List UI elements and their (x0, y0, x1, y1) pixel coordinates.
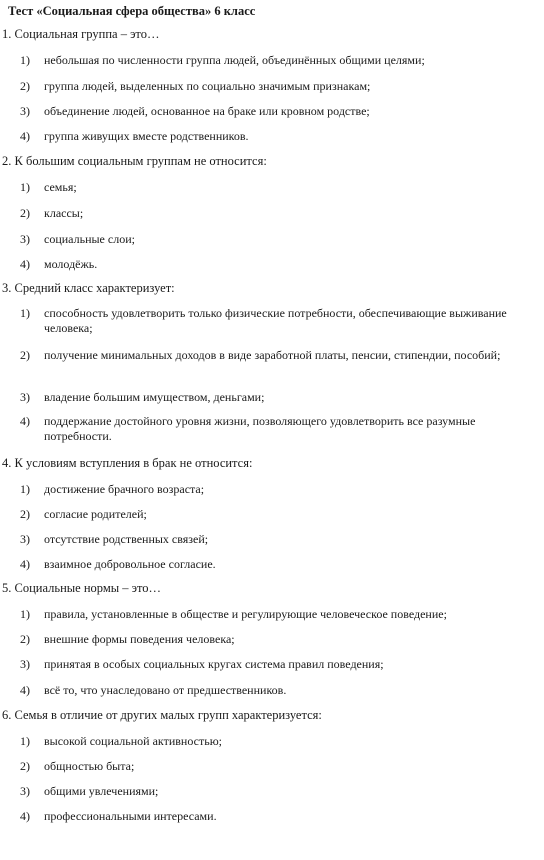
option-number: 1) (20, 53, 30, 67)
question-4-option-1 (20, 482, 540, 497)
question-6-option-2 (20, 759, 540, 774)
option-number: 2) (20, 507, 30, 521)
question-6-option-3 (20, 784, 540, 799)
question-3: 3. Средний класс характеризует: (2, 281, 175, 295)
option-text: получение минимальных доходов в виде заработной платы, пенсии, стипендии, пособий; (44, 348, 501, 362)
option-text: взаимное добровольное согласие. (44, 557, 216, 571)
option-text: молодёжь. (44, 257, 98, 271)
option-number: 4) (20, 683, 30, 697)
option-text: всё то, что унаследовано от предшественников. (44, 683, 287, 697)
question-1-option-4 (20, 129, 540, 144)
question-2-option-1 (20, 180, 540, 195)
option-number: 2) (20, 348, 30, 362)
option-number: 4) (20, 557, 30, 571)
question-1: 1. Социальная группа – это… (2, 27, 160, 41)
question-2-option-2 (20, 206, 540, 221)
option-number: 4) (20, 257, 30, 271)
question-3-option-2 (20, 348, 540, 363)
question-5-option-3 (20, 657, 540, 672)
option-number: 2) (20, 632, 30, 646)
option-text: объединение людей, основанное на браке или кровном родстве; (44, 104, 370, 118)
option-text: принятая в особых социальных кругах система правил поведения; (44, 657, 384, 671)
option-number: 4) (20, 129, 30, 143)
option-number: 4) (20, 414, 30, 428)
option-text: согласие родителей; (44, 507, 147, 521)
option-text: группа живущих вместе родственников. (44, 129, 249, 143)
option-text: достижение брачного возраста; (44, 482, 205, 496)
question-4-option-2 (20, 507, 540, 522)
question-5: 5. Социальные нормы – это… (2, 581, 162, 595)
option-number: 2) (20, 79, 30, 93)
question-2-option-4 (20, 257, 540, 272)
question-1-option-3 (20, 104, 540, 119)
option-text: семья; (44, 180, 77, 194)
option-text: правила, установленные в обществе и регулирующие человеческое поведение; (44, 607, 447, 621)
question-1-option-1 (20, 53, 540, 68)
question-4-option-4 (20, 557, 540, 572)
option-text: отсутствие родственных связей; (44, 532, 209, 546)
question-3-option-4 (20, 414, 540, 444)
option-number: 1) (20, 180, 30, 194)
option-text: общими увлечениями; (44, 784, 159, 798)
option-text: поддержание достойного уровня жизни, позволяющего удовлетворить все разумные потребности. (44, 414, 476, 443)
question-2-option-3 (20, 232, 540, 247)
option-text: внешние формы поведения человека; (44, 632, 235, 646)
option-number: 3) (20, 104, 30, 118)
question-5-option-4 (20, 683, 540, 698)
option-number: 2) (20, 759, 30, 773)
option-text: группа людей, выделенных по социально значимым признакам; (44, 79, 371, 93)
question-6: 6. Семья в отличие от других малых групп характеризуется: (2, 708, 322, 722)
question-2: 2. К большим социальным группам не относится: (2, 154, 267, 168)
option-number: 1) (20, 482, 30, 496)
question-3-option-1 (20, 306, 540, 336)
question-6-option-4 (20, 809, 540, 824)
question-3-option-3 (20, 390, 540, 405)
option-text: профессиональными интересами. (44, 809, 217, 823)
question-5-option-1 (20, 607, 540, 622)
option-number: 3) (20, 784, 30, 798)
option-number: 3) (20, 532, 30, 546)
option-number: 3) (20, 232, 30, 246)
option-number: 1) (20, 607, 30, 621)
option-text: владение большим имуществом, деньгами; (44, 390, 265, 404)
document-title: Тест «Социальная сфера общества» 6 класс (8, 4, 256, 18)
option-text: общностью быта; (44, 759, 135, 773)
question-4: 4. К условиям вступления в брак не относится: (2, 456, 253, 470)
option-text: способность удовлетворить только физические потребности, обеспечивающие выживание человека; (44, 306, 507, 335)
option-number: 3) (20, 390, 30, 404)
question-6-option-1 (20, 734, 540, 749)
option-text: небольшая по численности группа людей, объединённых общими целями; (44, 53, 425, 67)
option-text: высокой социальной активностью; (44, 734, 222, 748)
question-1-option-2 (20, 79, 540, 94)
option-number: 3) (20, 657, 30, 671)
option-number: 1) (20, 306, 30, 320)
question-5-option-2 (20, 632, 540, 647)
option-number: 4) (20, 809, 30, 823)
option-text: классы; (44, 206, 84, 220)
question-4-option-3 (20, 532, 540, 547)
option-text: социальные слои; (44, 232, 135, 246)
option-number: 1) (20, 734, 30, 748)
option-number: 2) (20, 206, 30, 220)
